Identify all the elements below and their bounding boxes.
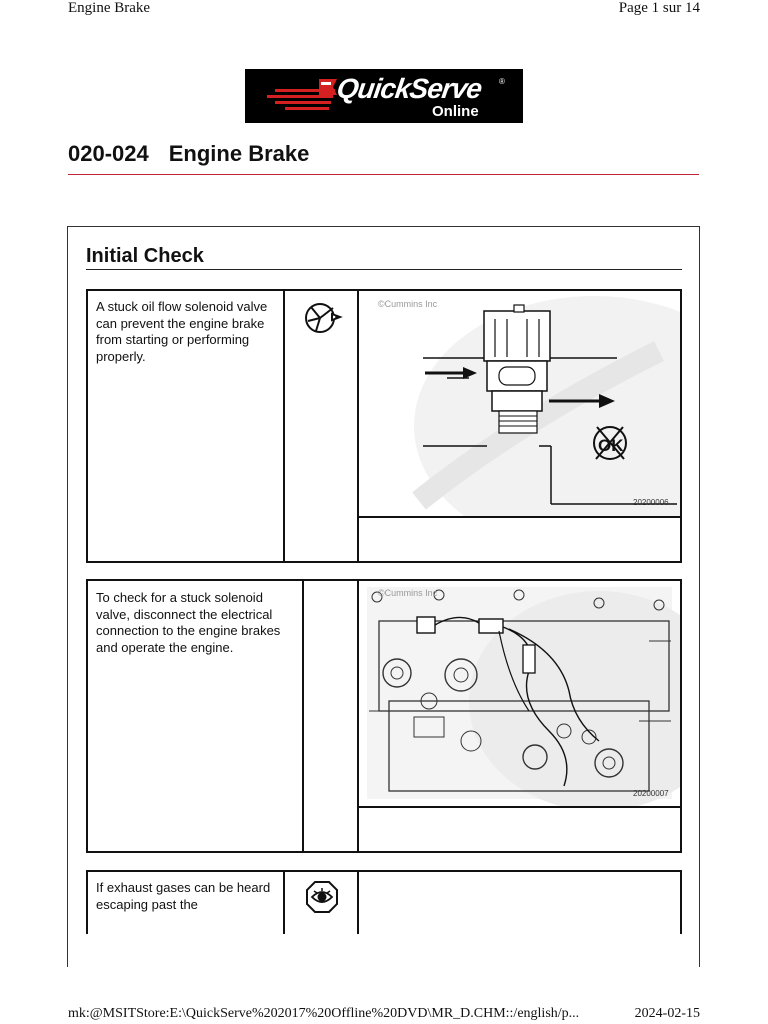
step-text: If exhaust gases can be heard escaping past the [96, 880, 271, 912]
title-divider [68, 174, 699, 175]
table-border [86, 870, 88, 934]
procedure-title: Engine Brake [168, 141, 310, 166]
section-title: Initial Check [86, 245, 204, 267]
solenoid-valve-diagram [359, 291, 680, 516]
measure-gauge-icon [303, 300, 343, 336]
print-footer-url: mk:@MSITStore:E:\QuickServe%202017%20Offline%20DVD\MR_D.CHM::/english/p... [68, 1006, 580, 1021]
engine-brake-photo-drawing [359, 581, 680, 806]
step-table-top [86, 870, 682, 872]
logo-online: Online [432, 103, 479, 120]
column-divider [283, 870, 285, 934]
column-divider [302, 579, 304, 853]
column-divider [357, 870, 359, 934]
figure-number: 20200007 [633, 789, 669, 798]
table-border [680, 870, 682, 934]
figure-number: 20200006 [633, 498, 669, 507]
logo-registered: ® [499, 77, 505, 86]
logo-brand: QuickServe [334, 73, 484, 104]
step-text: To check for a stuck solenoid valve, disconnect the electrical connection to the engine brakes and operate the engine. [96, 590, 281, 655]
step-text: A stuck oil flow solenoid valve can prevent the engine brake from starting or performing properly. [96, 299, 268, 364]
page-title [68, 141, 309, 167]
print-page-number: Page 1 sur 14 [618, 0, 700, 16]
eye-inspect-icon [305, 880, 339, 914]
column-divider [283, 289, 285, 563]
quickserve-logo [245, 69, 523, 123]
figure-copyright: ©Cummins Inc [378, 588, 438, 598]
ok-badge: OK [598, 436, 624, 455]
section-divider [86, 269, 682, 270]
figure-engine-brake-connection [359, 581, 680, 808]
figure-copyright: ©Cummins Inc [378, 299, 438, 309]
print-header-title: Engine Brake [68, 0, 151, 16]
print-footer-date: 2024-02-15 [634, 1006, 700, 1021]
figure-solenoid-valve [359, 291, 680, 518]
procedure-code: 020-024 [68, 141, 149, 166]
